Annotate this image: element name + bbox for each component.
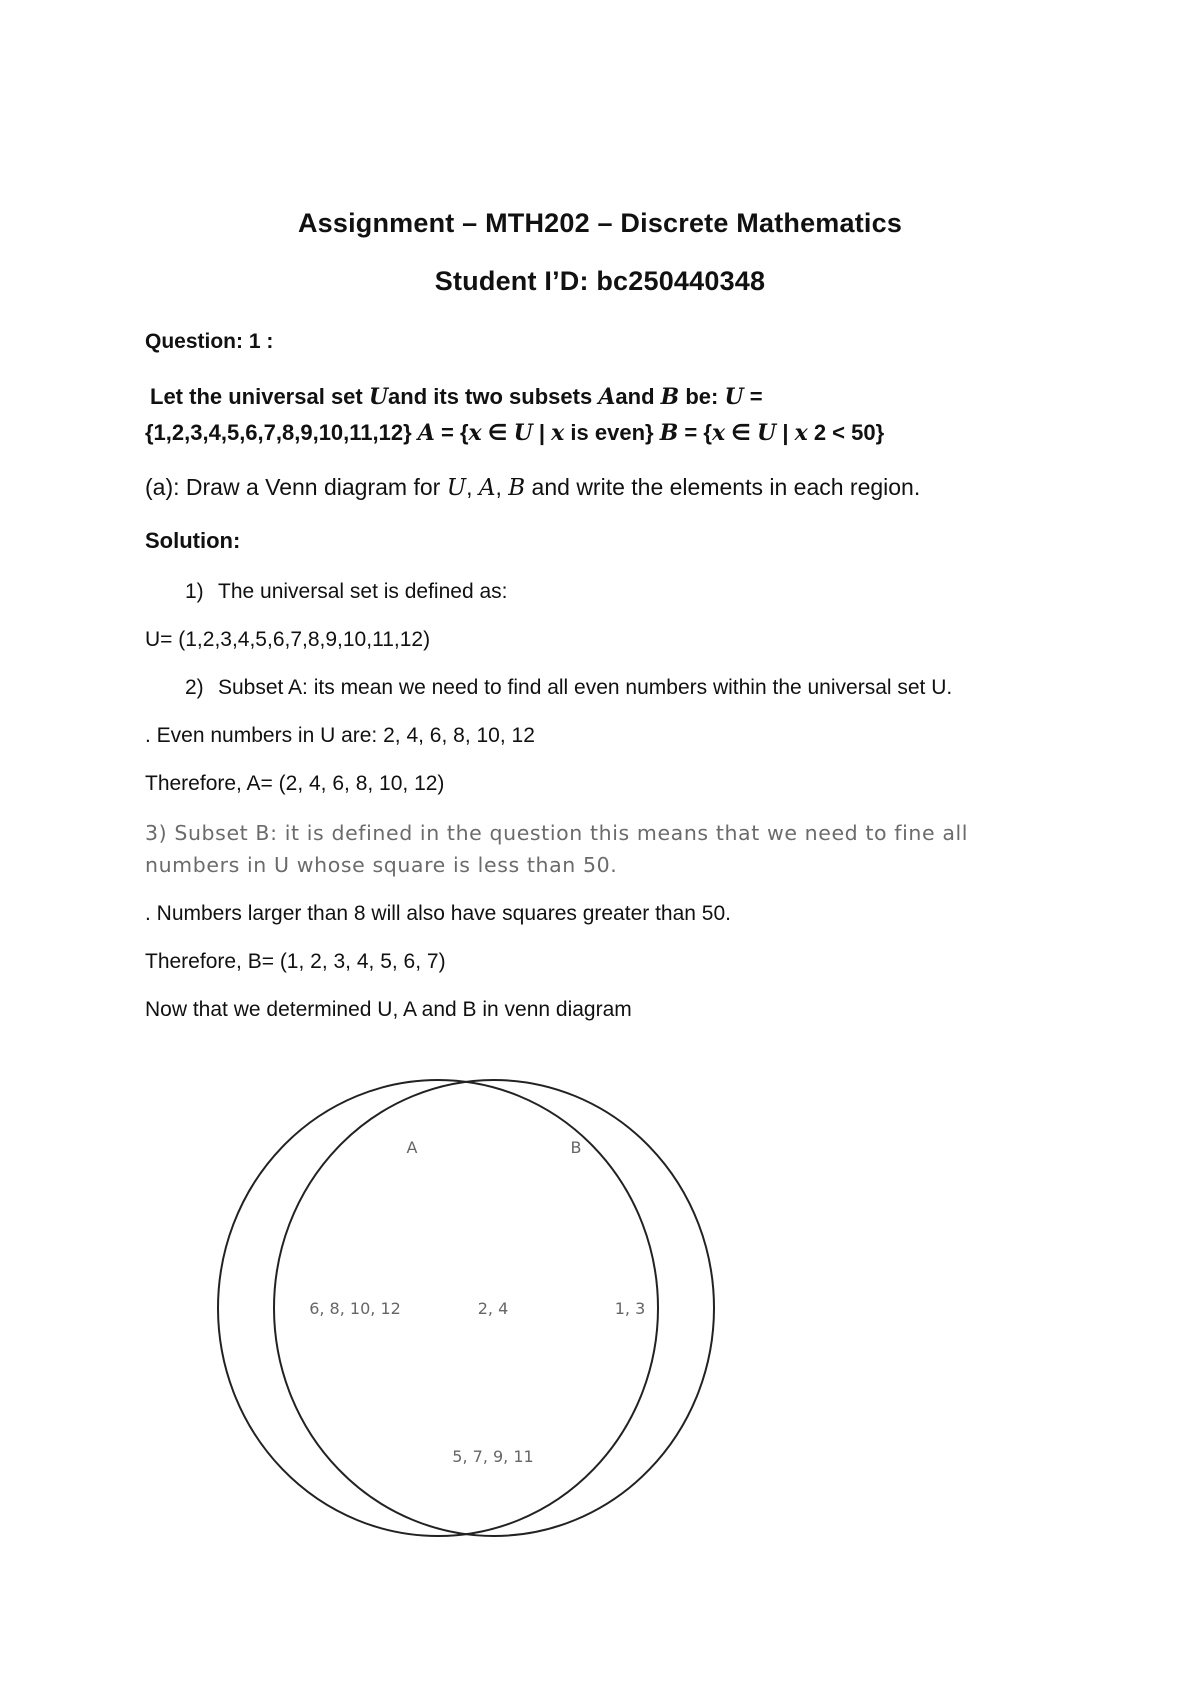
universal-set-definition: U= (1,2,3,4,5,6,7,8,9,10,11,12) — [145, 628, 431, 651]
step-2: 2) Subset A: its mean we need to find all even numbers within the universal set U. — [185, 676, 953, 699]
question-statement-line1: Let the universal set Uand its two subsets Aand B be: U = — [150, 384, 763, 410]
set-b-label: B — [570, 1138, 582, 1157]
assignment-title: Assignment – MTH202 – Discrete Mathematics — [297, 208, 903, 238]
part-a-prompt: (a): Draw a Venn diagram for U, A, B and write the elements in each region. — [145, 474, 921, 501]
even-numbers-note: . Even numbers in U are: 2, 4, 6, 8, 10, 12 — [145, 724, 535, 747]
set-a-label: A — [406, 1138, 418, 1157]
step-3-line2: numbers in U whose square is less than 50. — [145, 853, 618, 877]
set-a-circle — [218, 1080, 658, 1536]
step-3-line1: 3) Subset B: it is defined in the question this means that we need to fine all — [145, 821, 969, 845]
region-only-a: 6, 8, 10, 12 — [309, 1299, 401, 1318]
subset-a-definition: Therefore, A= (2, 4, 6, 8, 10, 12) — [145, 772, 445, 795]
solution-label: Solution: — [145, 528, 241, 553]
larger-numbers-note: . Numbers larger than 8 will also have squares greater than 50. — [145, 902, 731, 925]
subset-b-definition: Therefore, B= (1, 2, 3, 4, 5, 6, 7) — [145, 950, 446, 973]
question-label: Question: 1 : — [145, 330, 274, 353]
venn-intro: Now that we determined U, A and B in venn diagram — [145, 998, 632, 1021]
region-intersection: 2, 4 — [477, 1299, 509, 1318]
step-1: 1) The universal set is defined as: — [185, 580, 508, 603]
region-outside: 5, 7, 9, 11 — [452, 1447, 534, 1466]
set-b-circle — [274, 1080, 714, 1536]
student-id: Student I’D: bc250440348 — [434, 266, 766, 296]
region-only-b: 1, 3 — [614, 1299, 646, 1318]
question-statement-line2: {1,2,3,4,5,6,7,8,9,10,11,12} A = {x ∈ U | x is even} B = {x ∈ U | x 2 < 50} — [145, 420, 885, 446]
